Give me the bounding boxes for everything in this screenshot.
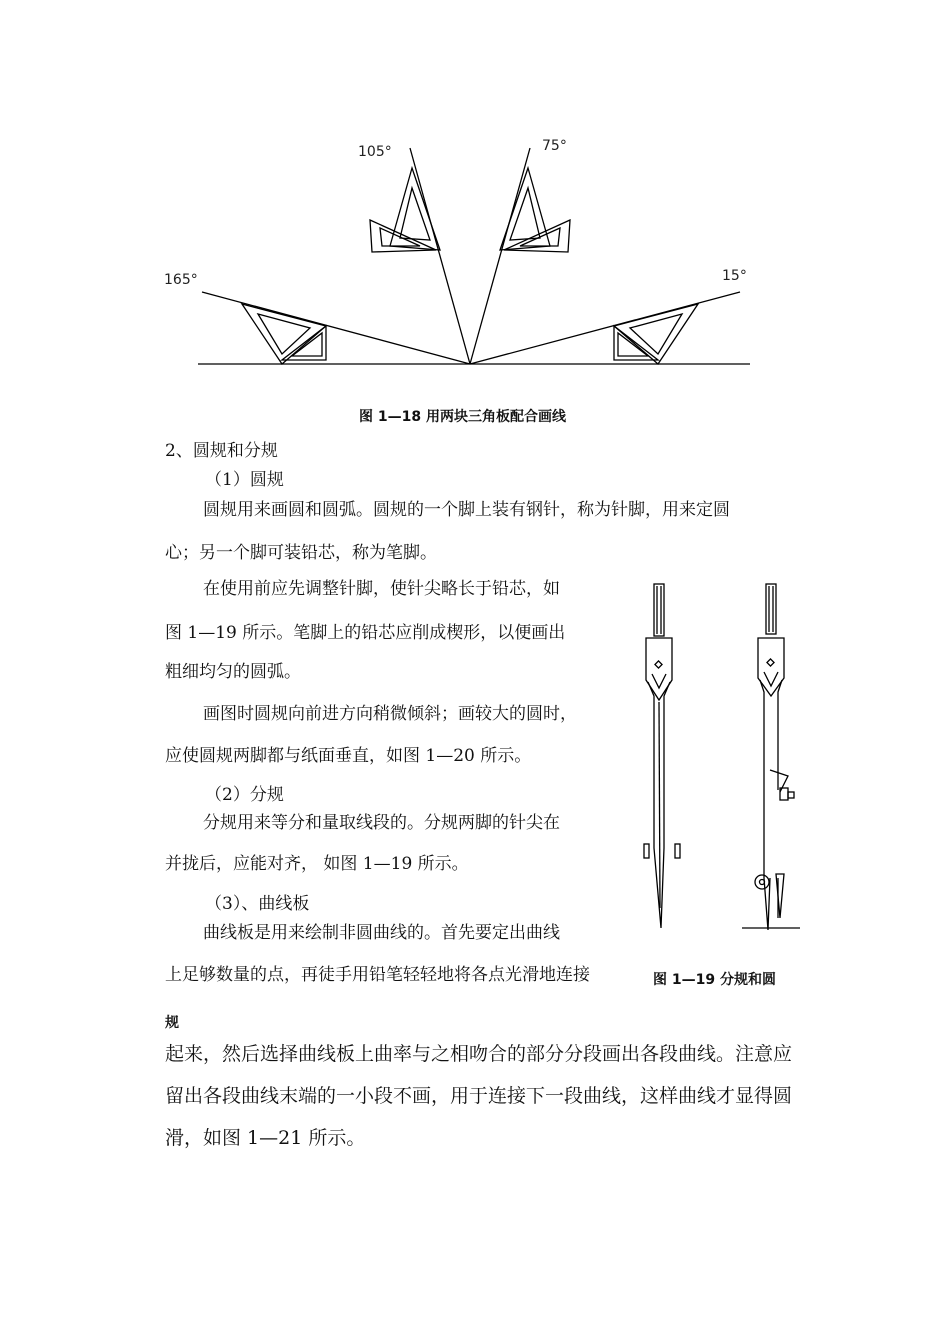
subheading-compass: （1）圆规	[205, 470, 284, 490]
figure-1-19-diagram	[630, 578, 810, 938]
angle-label-165: 165°	[164, 272, 198, 288]
paragraph-line: 起来，然后选择曲线板上曲率与之相吻合的部分分段画出各段曲线。注意应	[165, 1043, 793, 1065]
subheading-curve-ruler: （3）、曲线板	[205, 894, 310, 914]
paragraph-line: 并拢后，应能对齐， 如图 1—19 所示。	[165, 854, 469, 874]
section-heading: 2、圆规和分规	[165, 441, 278, 461]
paragraph-line: 上足够数量的点，再徒手用铅笔轻轻地将各点光滑地连接	[165, 965, 590, 985]
paragraph-line: 滑，如图 1—21 所示。	[165, 1127, 366, 1149]
angle-label-75: 75°	[542, 138, 567, 154]
angle-label-15: 15°	[722, 268, 747, 284]
paragraph-line: 圆规用来画圆和圆弧。圆规的一个脚上装有钢针，称为针脚，用来定圆	[203, 500, 730, 520]
paragraph-line: 在使用前应先调整针脚，使针尖略长于铅芯，如	[203, 579, 560, 599]
figure-1-18-diagram	[150, 128, 760, 378]
figure-1-19-caption-cont: 规	[165, 1015, 179, 1031]
figure-1-18-caption: 图 1—18 用两块三角板配合画线	[359, 409, 566, 425]
paragraph-line: 留出各段曲线末端的一小段不画，用于连接下一段曲线，这样曲线才显得圆	[165, 1085, 793, 1107]
paragraph-line: 曲线板是用来绘制非圆曲线的。首先要定出曲线	[203, 923, 560, 943]
paragraph-line: 图 1—19 所示。笔脚上的铅芯应削成楔形，以便画出	[165, 623, 566, 643]
paragraph-line: 粗细均匀的圆弧。	[165, 662, 301, 682]
figure-1-19-caption: 图 1—19 分规和圆	[653, 972, 776, 988]
paragraph-line: 画图时圆规向前进方向稍微倾斜；画较大的圆时，	[203, 704, 577, 724]
paragraph-line: 心；另一个脚可装铅芯，称为笔脚。	[165, 543, 437, 563]
angle-label-105: 105°	[358, 144, 392, 160]
paragraph-line: 分规用来等分和量取线段的。分规两脚的针尖在	[203, 813, 560, 833]
subheading-divider: （2）分规	[205, 785, 284, 805]
paragraph-line: 应使圆规两脚都与纸面垂直，如图 1—20 所示。	[165, 746, 532, 766]
